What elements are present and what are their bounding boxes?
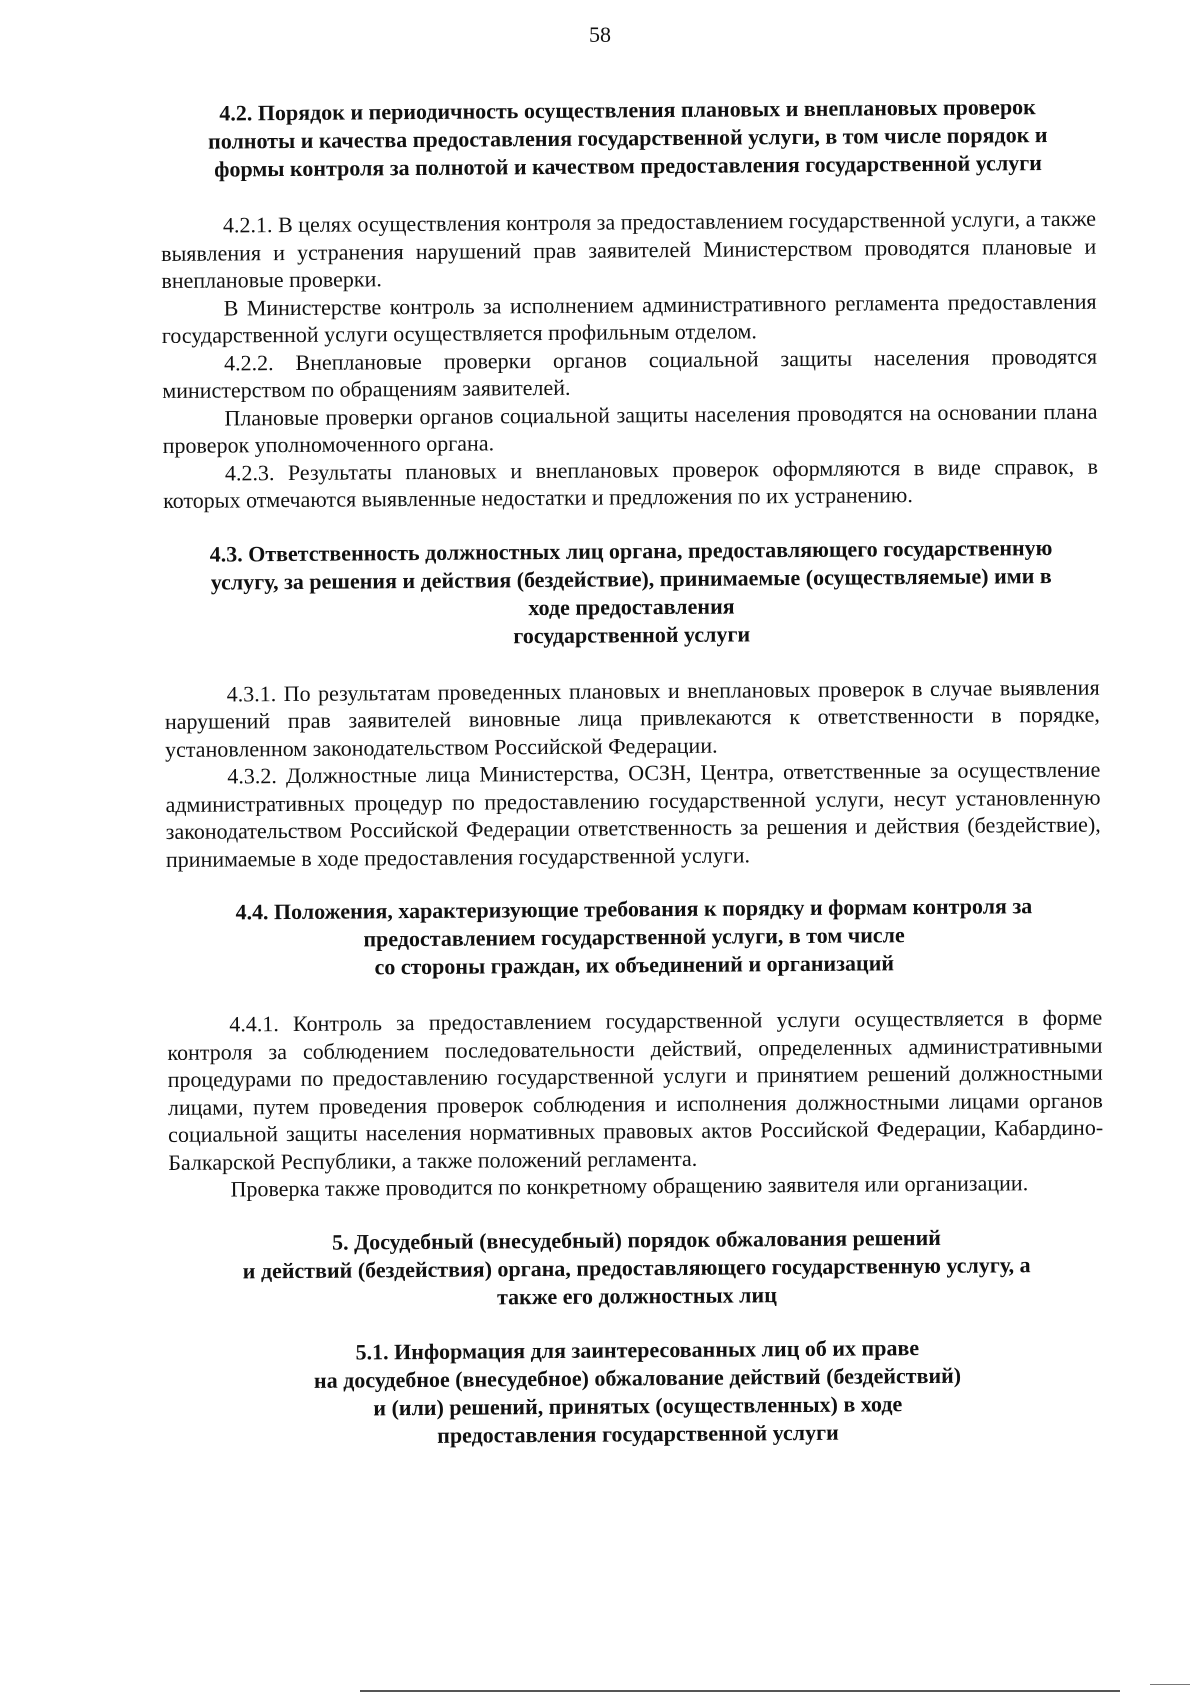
heading-line: также его должностных лиц: [496, 1281, 777, 1309]
section-heading: [163, 533, 1099, 652]
paragraph: 4.2.2. Внеплановые проверки органов социальной защиты населения проводятся министерством по обращениям заявителей.: [162, 343, 1098, 403]
paragraph: Плановые проверки органов социальной защиты населения проводятся на основании плана проверок уполномоченного органа.: [162, 398, 1098, 458]
heading-line: предоставления государственной услуги: [437, 1419, 839, 1448]
heading-line: 5.1. Информация для заинтересованных лиц об их праве: [355, 1334, 920, 1365]
heading-line: услугу, за решения и действия (бездействие), принимаемые (осуществляемые) ими в: [210, 562, 1052, 595]
heading-line: полноты и качества предоставления государственной услуги, в том числе порядок и: [208, 122, 1048, 154]
heading-line: 5. Досудебный (внесудебный) порядок обжалования решений: [331, 1224, 942, 1255]
heading-line: государственной услуги: [513, 620, 751, 648]
paragraph: В Министерстве контроль за исполнением административного регламента предоставления государственной услуги осуществляется профильным отделом.: [161, 288, 1097, 348]
heading-line: на досудебное (внесудебное) обжалование действий (бездействий): [313, 1362, 962, 1393]
paragraph: 4.2.1. В целях осуществления контроля за предоставлением государственной услуги, а также выявления и устранения нарушений прав заявителей Министерством проводятся плановые и внеплановые проверки.: [161, 205, 1097, 293]
heading-line: предоставлением государственной услуги, в том числе: [363, 922, 905, 952]
section-heading: [160, 93, 1096, 184]
heading-line: ходе предоставления: [528, 593, 735, 620]
document-body: [160, 93, 1106, 1452]
page-number: 58: [589, 22, 611, 47]
scan-edge-line: [360, 1690, 1120, 1692]
paragraph: 4.2.3. Результаты плановых и внеплановых проверок оформляются в виде справок, в которых отмечаются выявленные недостатки и предложения по их устранению.: [163, 453, 1098, 513]
paragraph: 4.4.1. Контроль за предоставлением государственной услуги осуществляется в форме контроля за соблюдением последовательности действий, определенных административными процедурами по предоставлению государственной услуги и принятием решений должностными лицами, путем проведения проверок соблюдения и исполнения должностными лицами органов социальной защиты населения нормативных правовых актов Российской Федерации, Кабардино-Балкарской Республики, а также положений регламента.: [167, 1004, 1104, 1175]
section-heading: [169, 1222, 1105, 1313]
section-5: [169, 1222, 1105, 1313]
section-heading: [170, 1332, 1106, 1451]
heading-line: и (или) решений, принятых (осуществленных) в ходе: [373, 1390, 903, 1420]
paragraph: Проверка также проводится по конкретному обращению заявителя или организации.: [230, 1170, 1029, 1202]
section-heading: [166, 892, 1102, 983]
heading-line: и действий (бездействия) органа, предоставляющего государственную услугу, а: [242, 1251, 1031, 1283]
paragraph: 4.3.2. Должностные лица Министерства, ОСЗН, Центра, ответственные за осуществление административных процедур по предоставлению государственной услуги, несут установленную законодательством Российской Федерации ответственность за решения и действия (бездействие), принимаемые в ходе предоставления государственной услуги.: [165, 756, 1101, 872]
paragraph: 4.3.1. По результатам проведенных плановых и внеплановых проверок в случае выявления нарушений прав заявителей виновные лица привлекаются к ответственности в порядке, установленном законодательством Российской Федерации.: [164, 674, 1100, 762]
section-5-1: [170, 1332, 1106, 1451]
scan-corner-mark: [1150, 1684, 1190, 1685]
heading-line: 4.2. Порядок и периодичность осуществления плановых и внеплановых проверок: [219, 94, 1036, 126]
heading-line: со стороны граждан, их объединений и организаций: [374, 950, 895, 980]
section-4-2: [160, 93, 1098, 515]
heading-line: формы контроля за полнотой и качеством предоставления государственной услуги: [214, 150, 1042, 182]
section-4-3: [163, 533, 1101, 873]
heading-line: 4.4. Положения, характеризующие требования к порядку и формам контроля за: [235, 893, 1033, 925]
section-4-4: [166, 892, 1103, 1204]
heading-line: 4.3. Ответственность должностных лиц органа, предоставляющего государственную: [209, 534, 1053, 567]
